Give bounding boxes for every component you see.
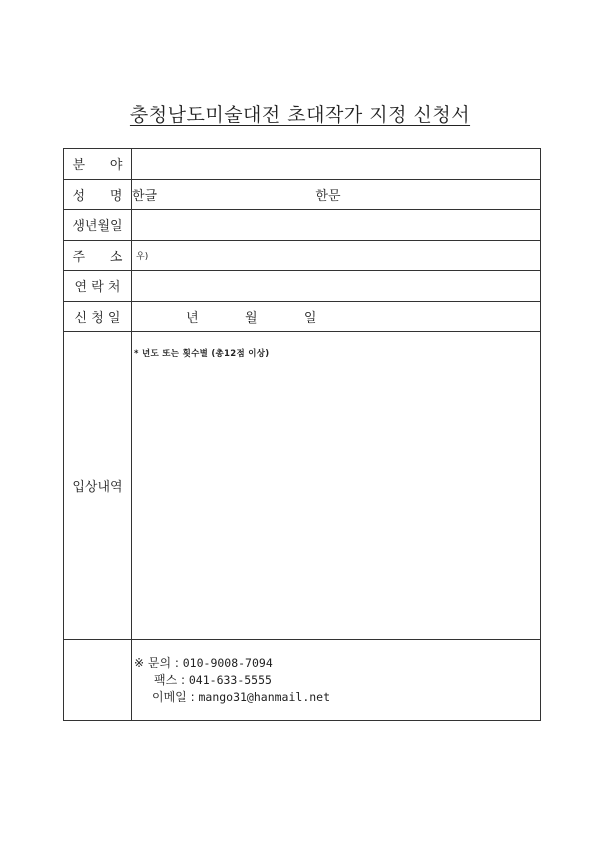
row-inquiry [64,640,541,721]
label-apply-date: 신 청 일 [64,301,132,332]
input-awards[interactable] [132,332,541,640]
inquiry-info [132,640,541,721]
input-contact[interactable] [132,271,541,302]
label-field: 분 야 [64,149,132,180]
fax-label: 팩스 : [154,672,186,687]
input-field[interactable] [132,149,541,180]
input-name[interactable] [132,179,541,210]
awards-note: * 년도 또는 횟수별 (총12점 이상) [134,348,270,359]
inquiry-prefix: ※ 문의 : [134,655,179,670]
input-birth[interactable] [132,210,541,241]
form-title [0,100,600,127]
name-hanja-label: 한문 [315,188,341,204]
date-month-label: 월 [244,310,258,326]
row-birth [64,210,541,241]
postal-code-prefix: 우) [136,251,149,262]
label-name: 성 명 [64,179,132,210]
inquiry-phone-line [134,655,540,672]
label-birth: 생년월일 [64,210,132,241]
inquiry-phone: 010-9008-7094 [182,655,273,670]
date-day-label: 일 [303,310,317,326]
input-apply-date[interactable] [132,301,541,332]
row-awards [64,332,541,640]
label-address: 주 소 [64,240,132,271]
inquiry-fax-line [134,672,540,689]
fax-number: 041-633-5555 [188,672,272,687]
row-name [64,179,541,210]
label-inquiry-empty [64,640,132,721]
label-awards: 입상내역 [64,332,132,640]
email-label: 이메일 : [152,689,195,704]
email-address: mango31@hanmail.net [198,689,331,704]
inquiry-email-line [134,689,540,706]
row-address [64,240,541,271]
row-field [64,149,541,180]
form-title-text: 충청남도미술대전 초대작가 지정 신청서 [129,104,471,126]
date-year-label: 년 [186,310,199,326]
name-hangul-label: 한글 [132,188,158,204]
row-contact [64,271,541,302]
row-apply-date [64,301,541,332]
input-address[interactable] [132,240,541,271]
label-contact: 연 락 처 [64,271,132,302]
application-form-table [63,148,541,721]
